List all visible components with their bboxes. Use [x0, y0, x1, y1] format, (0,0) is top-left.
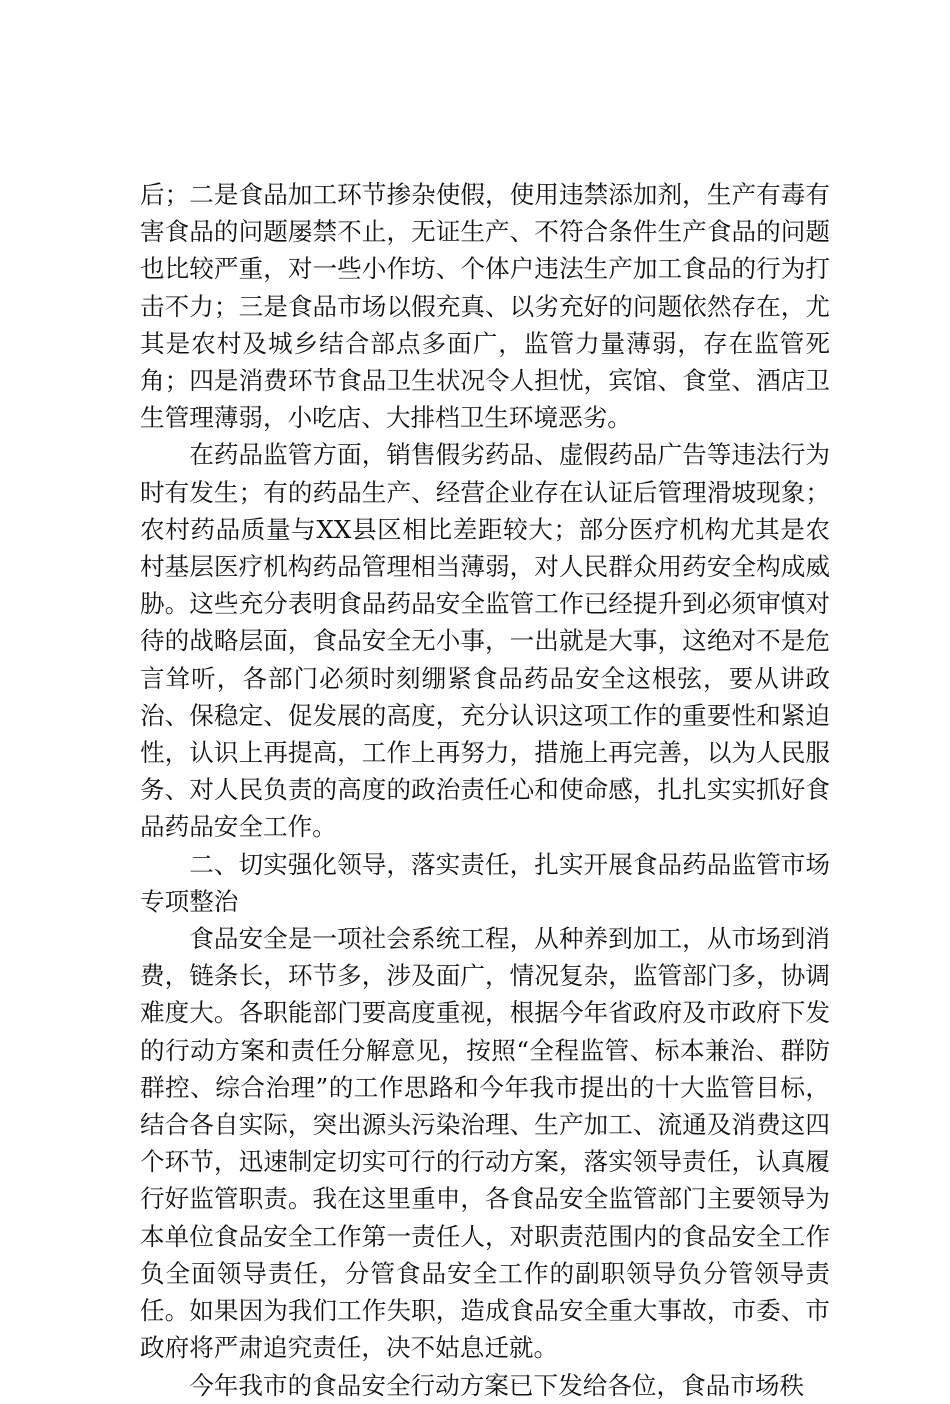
paragraph-food-issues-continued: 后；二是食品加工环节掺杂使假，使用违禁添加剂，生产有毒有害食品的问题屡禁不止，无证生产、不符合条件生产食品的问题也比较严重，对一些小作坊、个体户违法生产加工食品的行为打击不力；三是食品市场以假充真、以劣充好的问题依然存在，尤其是农村及城乡结合部点多面广，监管力量薄弱，存在监管死角；四是消费环节食品卫生状况令人担忧，宾馆、食堂、酒店卫生管理薄弱，小吃店、大排档卫生环境恶劣。: [140, 180, 830, 433]
paragraph-action-plan: 今年我市的食品安全行动方案已下发给各位，食品市场秩: [189, 1370, 805, 1400]
paragraph-food-safety-system: 食品安全是一项社会系统工程，从种养到加工，从市场到消费，链条长，环节多，涉及面广，情况复杂，监管部门多，协调难度大。各职能部门要高度重视，根据今年省政府及市政府下发的行动方案和责任分解意见，按照“全程监管、标本兼治、群防群控、综合治理”的工作思路和今年我市提出的十大监管目标，结合各自实际，突出源头污染治理、生产加工、流通及消费这四个环节，迅速制定切实可行的行动方案，落实领导责任，认真履行好监管职责。我在这里重申，各食品安全监管部门主要领导为本单位食品安全工作第一责任人，对职责范围内的食品安全工作负全面领导责任，分管食品安全工作的副职领导负分管领导责任。如果因为我们工作失职，造成食品安全重大事故，市委、市政府将严肃追究责任，决不姑息迁就。: [140, 924, 830, 1363]
document-body: [140, 176, 830, 1404]
paragraph-drug-supervision: 在药品监管方面，销售假劣药品、虚假药品广告等违法行为时有发生；有的药品生产、经营企业存在认证后管理滑坡现象；农村药品质量与XX县区相比差距较大；部分医疗机构尤其是农村基层医疗机构药品管理相当薄弱，对人民群众用药安全构成威胁。这些充分表明食品药品安全监管工作已经提升到必须审慎对待的战略层面，食品安全无小事，一出就是大事，这绝对不是危言耸听，各部门必须时刻绷紧食品药品安全这根弦，要从讲政治、保稳定、促发展的高度，充分认识这项工作的重要性和紧迫性，认识上再提高，工作上再努力，措施上再完善，以为人民服务、对人民负责的高度的政治责任心和使命感，扎扎实实抓好食品药品安全工作。: [140, 440, 830, 842]
section-heading-two: 二、切实强化领导，落实责任，扎实开展食品药品监管市场专项整治: [140, 849, 830, 916]
